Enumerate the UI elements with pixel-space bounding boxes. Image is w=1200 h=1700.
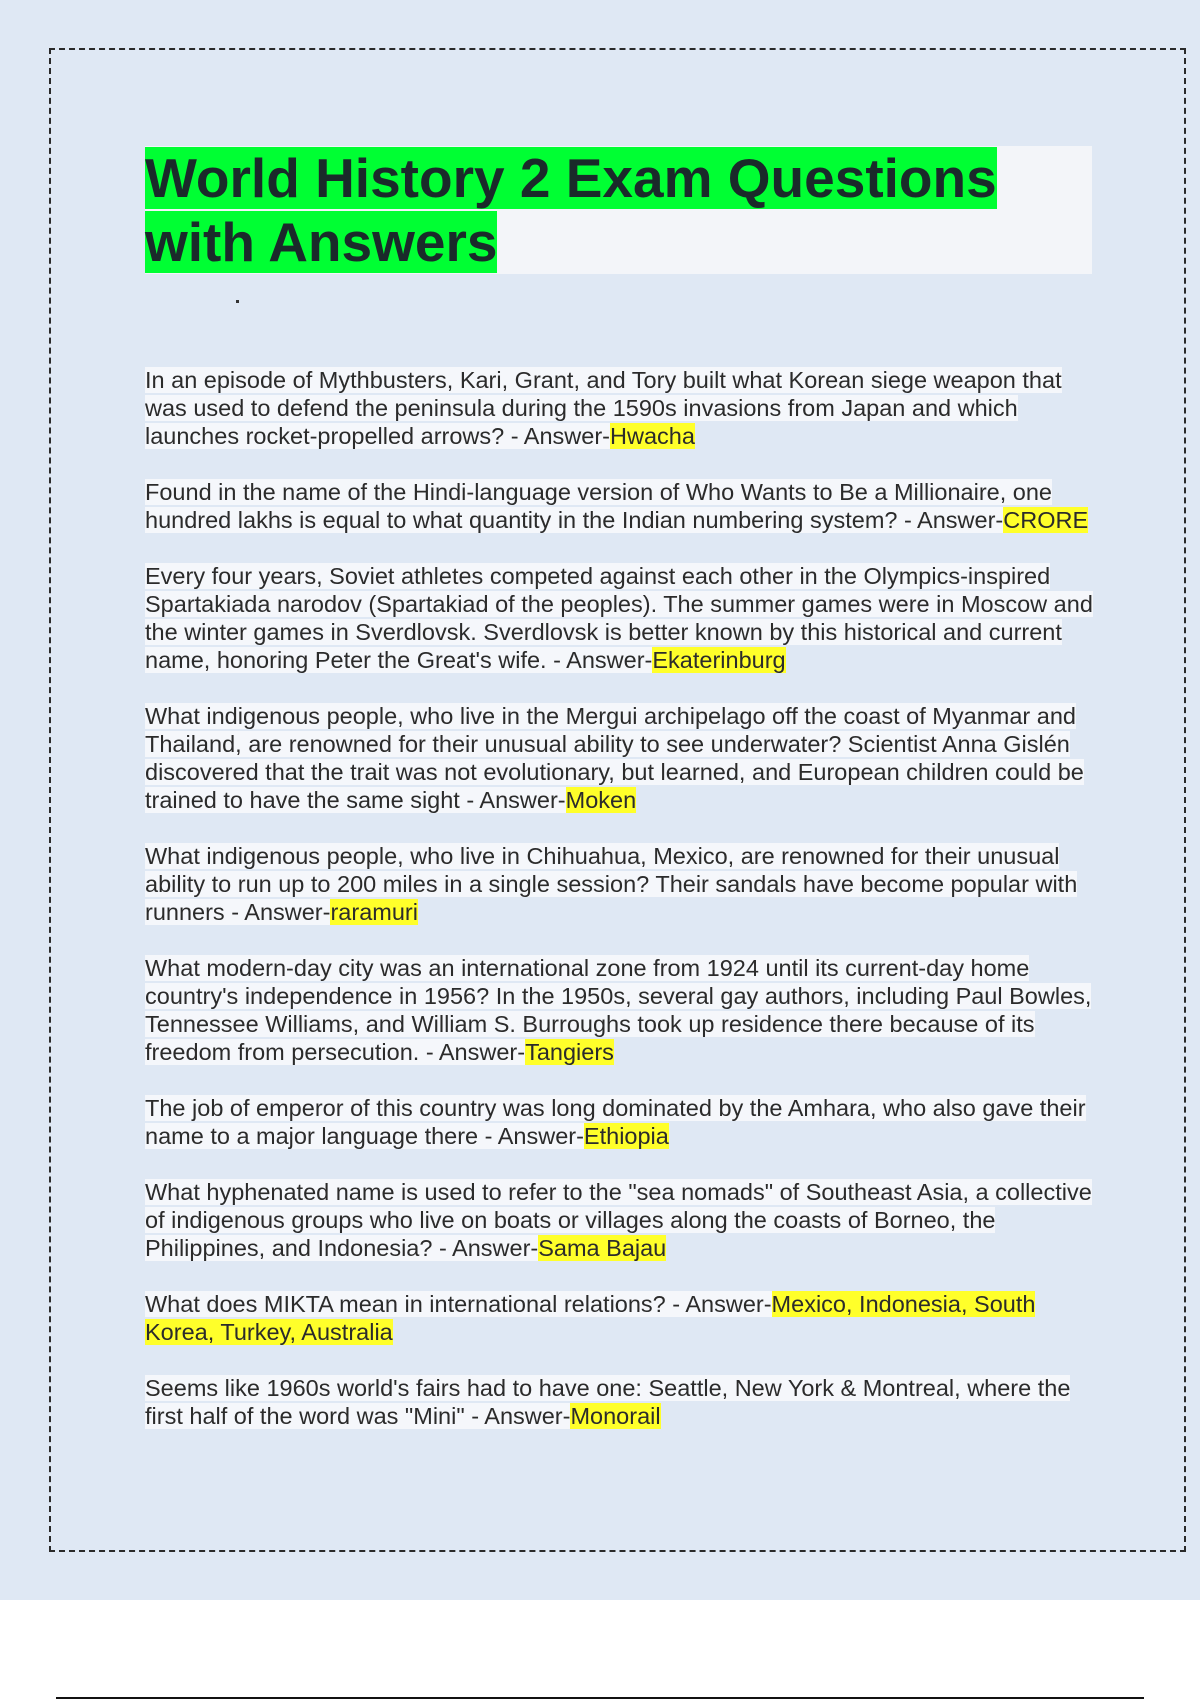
qa-item [145,954,1095,1066]
question-text: Found in the name of the Hindi-language version of Who Wants to Be a Millionaire, one hundred lakhs is equal to what quantity in the Indian numbering system? [145,479,1052,533]
answer-text: Hwacha [610,423,695,449]
question-text: In an episode of Mythbusters, Kari, Grant, and Tory built what Korean siege weapon that was used to defend the peninsula during the 1590s invasions from Japan and which launches rocket-propelled arrows? [145,367,1062,449]
qa-item [145,1374,1095,1430]
document-title [145,146,1092,274]
question-text: What modern-day city was an international zone from 1924 until its current-day home country's independence in 1956? In the 1950s, several gay authors, including Paul Bowles, Tennessee Williams, and William S. Burroughs took up residence there because of its freedom from persecution. [145,955,1092,1065]
answer-text: Mexico, Indonesia, South Korea, Turkey, Australia [145,1291,1036,1345]
qa-item [145,1290,1095,1346]
qa-item [145,366,1095,450]
answer-separator: - Answer- [459,787,566,813]
answer-separator: - Answer- [478,1123,584,1149]
answer-text: Ekaterinburg [652,647,786,673]
answer-text: CRORE [1003,507,1089,533]
bottom-divider [56,1697,1144,1699]
answer-separator: - Answer- [464,1403,571,1429]
question-text: What indigenous people, who live in Chihuahua, Mexico, are renowned for their unusual ability to run up to 200 miles in a single session? Their sandals have become popular with runners [145,843,1078,925]
answer-separator: - Answer- [224,899,331,925]
answer-text: Sama Bajau [538,1235,667,1261]
qa-item [145,702,1095,814]
question-text: The job of emperor of this country was long dominated by the Amhara, who also gave their name to a major language there [145,1095,1086,1149]
title-block [145,146,1092,274]
answer-text: raramuri [330,899,418,925]
answer-separator: - Answer- [432,1235,539,1261]
document-title-text: World History 2 Exam Questions with Answers [145,147,997,273]
answer-separator: - Answer- [419,1039,526,1065]
qa-item [145,562,1095,674]
qa-item [145,842,1095,926]
stray-dot [236,300,239,303]
qa-item [145,478,1095,534]
question-text: Seems like 1960s world's fairs had to have one: Seattle, New York & Montreal, where the first half of the word was "Mini" [145,1375,1071,1429]
answer-separator: - Answer- [504,423,610,449]
qa-item [145,1178,1095,1262]
question-text: What does MIKTA mean in international relations? [145,1291,666,1317]
answer-separator: - Answer- [897,507,1004,533]
question-text: Every four years, Soviet athletes competed against each other in the Olympics-inspired Spartakiada narodov (Spartakiad of the peoples). The summer games were in Moscow and the winter games in Sverdlovsk. Sverdlovsk is better known by this historical and current name, honoring Peter the Great's wife. [145,563,1093,673]
answer-separator: - Answer- [665,1291,772,1317]
qa-list [145,366,1095,1458]
answer-text: Tangiers [525,1039,614,1065]
answer-text: Monorail [570,1403,661,1429]
question-text: What hyphenated name is used to refer to the "sea nomads" of Southeast Asia, a collective of indigenous groups who live on boats or villages along the coasts of Borneo, the Philippines, and Indonesia? [145,1179,1092,1261]
qa-item [145,1094,1095,1150]
answer-text: Ethiopia [583,1123,669,1149]
question-text: What indigenous people, who live in the Mergui archipelago off the coast of Myanmar and Thailand, are renowned for their unusual ability to see underwater? Scientist Anna Gislén discovered that the trait was not evolutionary, but learned, and European children could be trained to have the same sight [145,703,1084,813]
answer-separator: - Answer- [546,647,653,673]
answer-text: Moken [565,787,637,813]
